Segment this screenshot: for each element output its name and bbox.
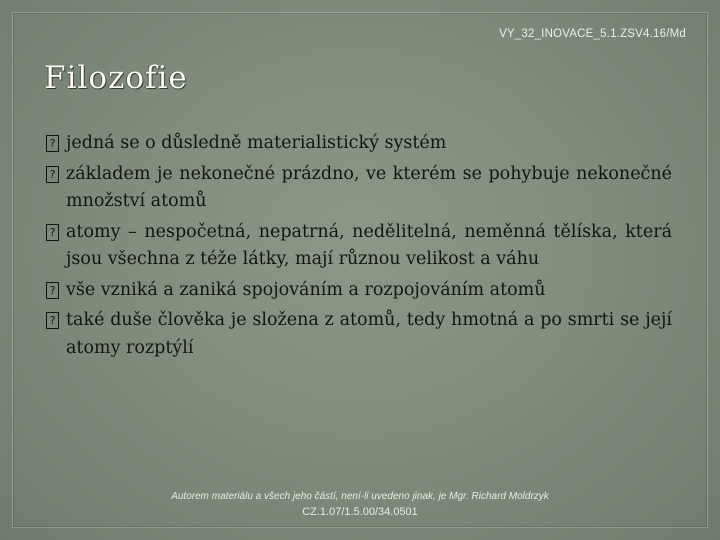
missing-glyph-icon: ?	[46, 224, 59, 241]
footer	[0, 490, 720, 521]
footer-credit: Autorem materiálu a všech jeho částí, není-li uvedeno jinak, je Mgr. Richard Moldrzyk	[171, 491, 549, 502]
missing-glyph-icon: ?	[46, 282, 59, 299]
bullet-text: vše vzniká a zaniká spojováním a rozpojováním atomů	[66, 279, 546, 300]
bullet-item	[46, 219, 672, 274]
bullet-text: základem je nekonečné prázdno, ve kterém se pohybuje nekonečné množství atomů	[66, 163, 672, 211]
bullet-list	[46, 130, 672, 365]
missing-glyph-icon: ?	[46, 312, 59, 329]
bullet-item	[46, 161, 672, 216]
bullet-text: také duše člověka je složena z atomů, tedy hmotná a po smrti se její atomy rozptýlí	[66, 310, 672, 358]
bullet-text: jedná se o důsledně materialistický systém	[66, 133, 447, 153]
bullet-item	[46, 130, 672, 158]
missing-glyph-icon: ?	[46, 135, 59, 152]
footer-project-number: CZ.1.07/1.5.00/34.0501	[302, 506, 418, 518]
slide-title: Filozofie	[44, 60, 188, 96]
bullet-item	[46, 307, 672, 362]
bullet-text: atomy – nespočetná, nepatrná, nedělitelná, neměnná tělíska, která jsou všechna z téže látky, mají různou velikost a váhu	[66, 221, 672, 269]
material-code: VY_32_INOVACE_5.1.ZSV4.16/Md	[499, 28, 686, 40]
missing-glyph-icon: ?	[46, 166, 59, 183]
bullet-item	[46, 277, 672, 305]
